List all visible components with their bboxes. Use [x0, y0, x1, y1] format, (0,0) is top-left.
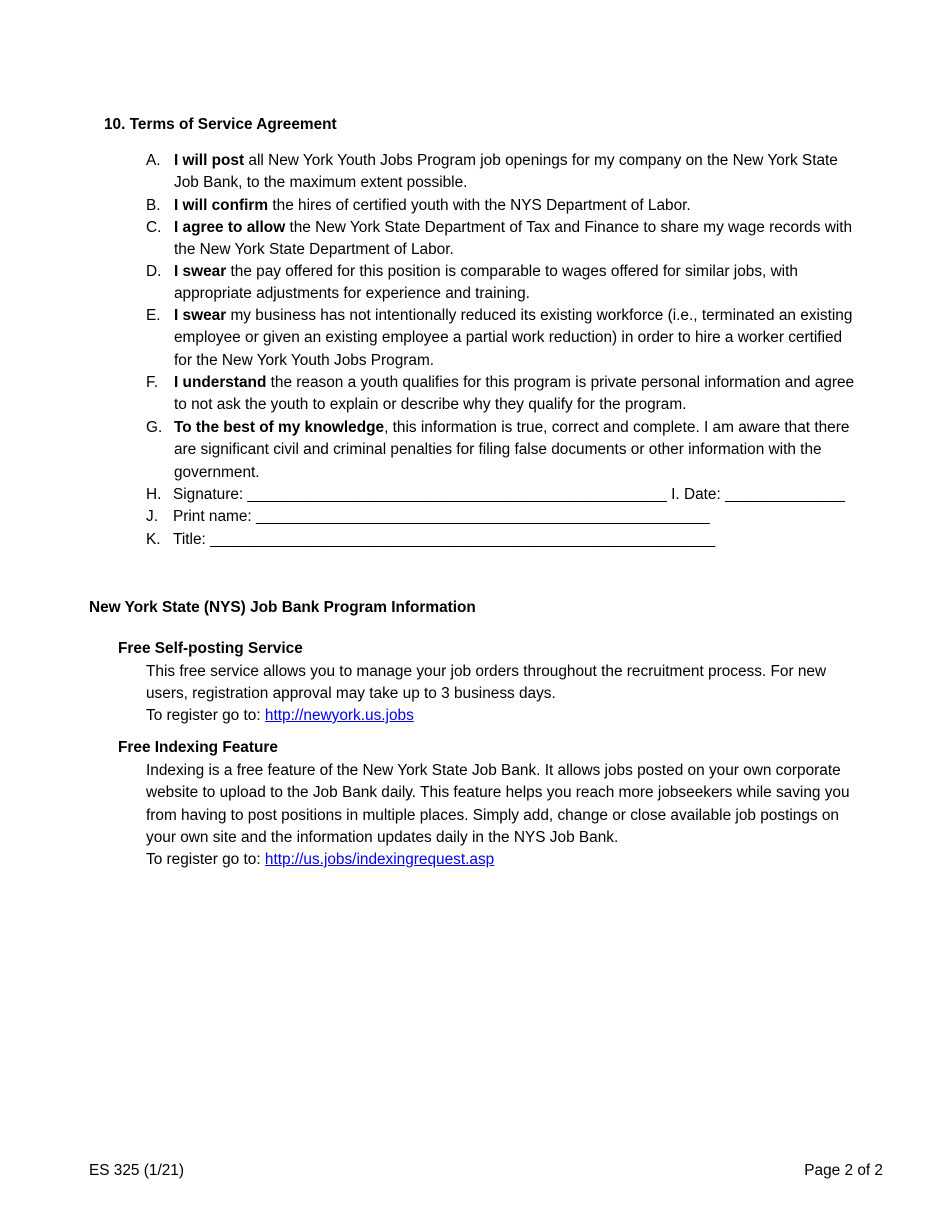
item-text — [174, 261, 864, 306]
self-posting-text: This free service allows you to manage your job orders throughout the recruitment process. For new users, registration approval may take up to 3 business days. — [146, 663, 827, 703]
item-bold: I swear — [174, 307, 227, 324]
title-label: Title: — [173, 531, 206, 548]
item-body: my business has not intentionally reduced its existing workforce (i.e., terminated an existing employee or given an existing employee a partial work reduction) in order to hire a worker certified for the New York Youth Jobs Program. — [174, 307, 853, 369]
indexing-link[interactable]: http://us.jobs/indexingrequest.asp — [264, 851, 495, 868]
item-text — [174, 150, 864, 195]
item-letter: E. — [146, 307, 161, 324]
title-field[interactable]: ___________________________________________________________ — [210, 531, 716, 548]
item-body: , this information is true, correct and complete. I am aware that there are significant civil and criminal penalties for filing false documents or other information with the government. — [174, 419, 850, 481]
self-posting-register — [146, 705, 866, 727]
item-text — [174, 372, 864, 417]
item-body: the pay offered for this position is comparable to wages offered for similar jobs, with appropriate adjustments for experience and training. — [174, 263, 798, 303]
item-letter: H. — [146, 486, 162, 503]
item-body: the hires of certified youth with the NYS Department of Labor. — [268, 197, 691, 214]
item-body: the reason a youth qualifies for this program is private personal information and agree to not ask the youth to explain or describe why they qualify for the program. — [174, 374, 855, 414]
register-prefix: To register go to: — [146, 851, 265, 868]
item-letter: B. — [146, 197, 161, 214]
print-name-field[interactable]: _____________________________________________________ — [255, 508, 710, 525]
signature-field[interactable]: _________________________________________________ — [247, 486, 667, 503]
item-letter: G. — [146, 419, 163, 436]
item-bold: I understand — [174, 374, 267, 391]
date-label: I. Date: — [671, 486, 721, 503]
print-name-label: Print name: — [173, 508, 252, 525]
item-text — [174, 217, 864, 262]
item-letter: D. — [146, 263, 162, 280]
form-id: ES 325 (1/21) — [89, 1162, 184, 1179]
print-name-line — [146, 506, 710, 528]
indexing-heading: Free Indexing Feature — [118, 739, 278, 756]
item-bold: I agree to allow — [174, 219, 286, 236]
item-letter: J. — [146, 508, 158, 525]
item-text — [174, 417, 864, 484]
item-body: all New York Youth Jobs Program job openings for my company on the New York State Job Bank, to the maximum extent possible. — [174, 152, 838, 192]
item-body: the New York State Department of Tax and Finance to share my wage records with the New York State Department of Labor. — [174, 219, 853, 259]
self-posting-link[interactable]: http://newyork.us.jobs — [264, 707, 414, 724]
item-letter: A. — [146, 152, 161, 169]
item-letter: K. — [146, 531, 161, 548]
jobbank-heading: New York State (NYS) Job Bank Program Information — [89, 599, 476, 616]
page-number: Page 2 of 2 — [804, 1162, 883, 1179]
item-letter: C. — [146, 219, 162, 236]
indexing-register — [146, 849, 866, 871]
title-line — [146, 529, 715, 551]
self-posting-heading: Free Self-posting Service — [118, 640, 303, 657]
item-text — [174, 195, 864, 217]
item-text — [174, 305, 864, 372]
register-prefix: To register go to: — [146, 707, 265, 724]
item-letter: F. — [146, 374, 158, 391]
item-bold: I will post — [174, 152, 245, 169]
terms-heading: 10. Terms of Service Agreement — [104, 116, 337, 133]
item-bold: I will confirm — [174, 197, 269, 214]
indexing-text: Indexing is a free feature of the New York State Job Bank. It allows jobs posted on your own corporate website to upload to the Job Bank daily. This feature helps you reach more jobseekers while saving you from having to post positions in multiple places. Simply add, change or close available job postings on your own site and the information updates daily in the NYS Job Bank. — [146, 762, 850, 846]
item-bold: I swear — [174, 263, 227, 280]
date-field[interactable]: ______________ — [725, 486, 845, 503]
signature-label: Signature: — [173, 486, 244, 503]
signature-line — [146, 484, 845, 506]
item-bold: To the best of my knowledge — [174, 419, 385, 436]
